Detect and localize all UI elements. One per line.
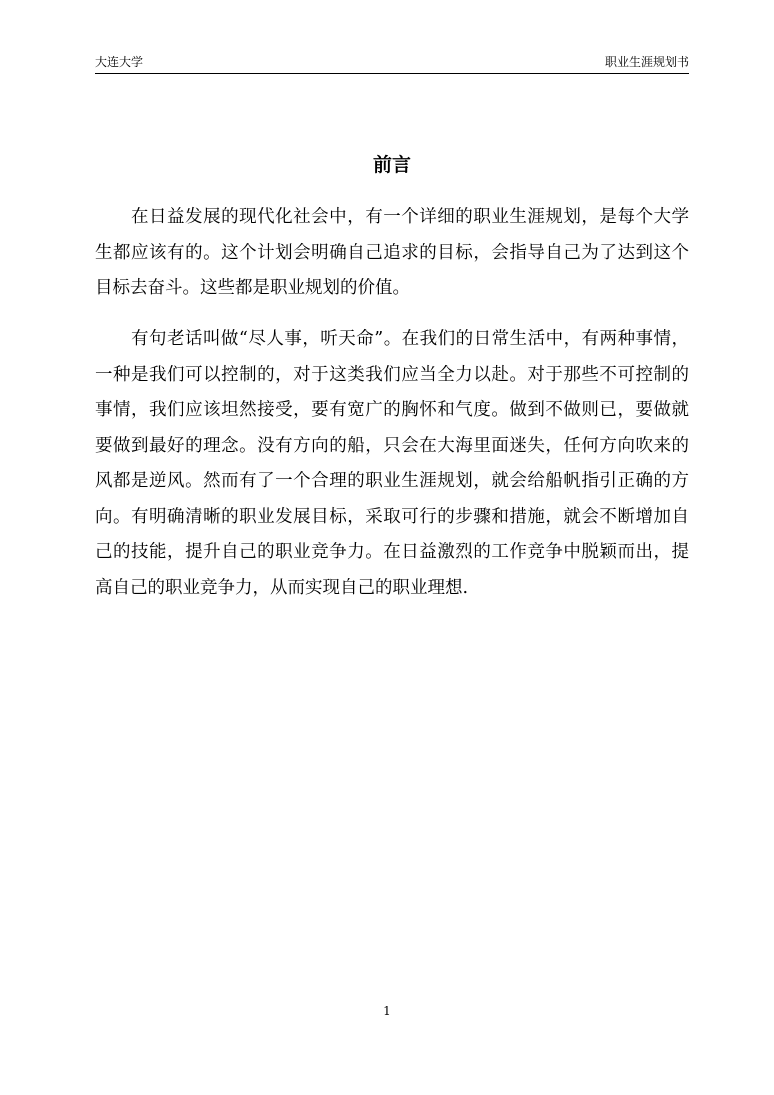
page-header bbox=[95, 53, 689, 74]
body-paragraph-2: 有句老话叫做“尽人事，听天命”。在我们的日常生活中，有两种事情，一种是我们可以控制的，对于这类我们应当全力以赴。对于那些不可控制的事情，我们应该坦然接受，要有宽广的胸怀和气度。做到不做则已，要做就要做到最好的理念。没有方向的船，只会在大海里面迷失，任何方向吹来的风都是逆风。然而有了一个合理的职业生涯规划，就会给船帆指引正确的方向。有明确清晰的职业发展目标，采取可行的步骤和措施，就会不断增加自己的技能，提升自己的职业竞争力。在日益激烈的工作竞争中脱颖而出，提高自己的职业竞争力，从而实现自己的职业理想. bbox=[95, 329, 689, 598]
page-number: 1 bbox=[383, 1004, 391, 1018]
header-document-title: 职业生涯规划书 bbox=[604, 55, 689, 69]
page-title: 前言 bbox=[372, 154, 411, 176]
body-paragraph-1: 在日益发展的现代化社会中，有一个详细的职业生涯规划，是每个大学生都应该有的。这个计划会明确自己追求的目标，会指导自己为了达到这个目标去奋斗。这些都是职业规划的价值。 bbox=[95, 207, 689, 298]
header-school-name: 大连大学 bbox=[95, 55, 144, 69]
